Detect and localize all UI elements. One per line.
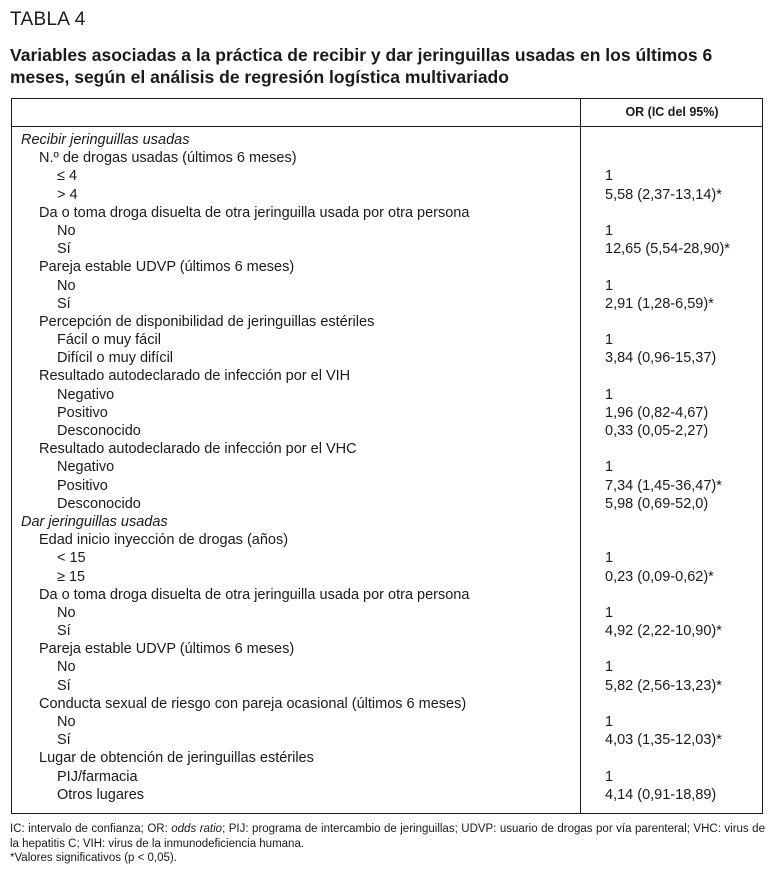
row-value: 12,65 (5,54-28,90)* xyxy=(605,241,730,258)
category-row xyxy=(11,277,763,295)
row-value: 4,03 (1,35-12,03)* xyxy=(605,732,722,749)
row-label: Desconocido xyxy=(57,495,141,512)
row-value: 1 xyxy=(605,168,614,185)
section-row xyxy=(11,131,763,149)
row-label: ≤ 4 xyxy=(57,168,78,185)
row-label: Resultado autodeclarado de infección por el VIH xyxy=(39,368,351,385)
row-label: No xyxy=(57,277,76,294)
header-rule xyxy=(11,126,763,127)
row-label: No xyxy=(57,659,76,676)
row-value: 1 xyxy=(605,714,614,730)
row-label: Edad inicio inyección de drogas (años) xyxy=(39,532,289,549)
row-value: 4,92 (2,22-10,90)* xyxy=(605,623,722,640)
variable-row xyxy=(11,531,763,549)
variable-row xyxy=(11,313,763,331)
row-label: Positivo xyxy=(57,404,108,421)
category-row xyxy=(11,495,763,513)
row-label: ≥ 15 xyxy=(57,568,86,585)
row-label: No xyxy=(57,222,76,239)
row-label: Sí xyxy=(57,623,71,640)
row-label: Da o toma droga disuelta de otra jeringuilla usada por otra persona xyxy=(39,204,470,221)
category-row xyxy=(11,386,763,404)
variable-row xyxy=(11,586,763,604)
row-value: 5,58 (2,37-13,14)* xyxy=(605,186,722,203)
row-label: Recibir jeringuillas usadas xyxy=(21,132,190,148)
row-value: 1 xyxy=(605,659,614,676)
category-row xyxy=(11,186,763,204)
column-header-or-ci: OR (IC del 95%) xyxy=(625,105,719,119)
row-label: Positivo xyxy=(57,477,108,494)
footnote-text-rest: ; PIJ: programa de intercambio de jeringuillas; UDVP: usuario de drogas por vía parenteral; VHC: virus de la hepatitis C; VIH: virus de la inmunodeficiencia humana. xyxy=(10,823,765,850)
section-row xyxy=(11,513,763,531)
row-label: Percepción de disponibilidad de jeringuillas estériles xyxy=(39,313,375,330)
row-label: PIJ/farmacia xyxy=(57,768,138,785)
table-title: Variables asociadas a la práctica de recibir y dar jeringuillas usadas en los últimos 6 meses, según el análisis de regresión logística multivariado xyxy=(10,45,713,87)
row-value: 7,34 (1,45-36,47)* xyxy=(605,477,722,494)
row-label: Sí xyxy=(57,241,71,258)
row-label: Sí xyxy=(57,295,71,312)
category-row xyxy=(11,295,763,313)
category-row xyxy=(11,477,763,495)
variable-row xyxy=(11,204,763,222)
row-label: Difícil o muy difícil xyxy=(57,350,174,367)
category-row xyxy=(11,458,763,476)
row-value: 4,14 (0,91-18,89) xyxy=(605,786,717,803)
row-value: 1 xyxy=(605,332,614,349)
category-row xyxy=(11,167,763,185)
row-label: Conducta sexual de riesgo con pareja ocasional (últimos 6 meses) xyxy=(39,695,467,712)
row-value: 1 xyxy=(605,768,614,785)
row-value: 0,23 (0,09-0,62)* xyxy=(605,568,714,585)
variable-row xyxy=(11,149,763,167)
table-body xyxy=(11,131,763,804)
row-value: 3,84 (0,96-15,37) xyxy=(605,350,717,367)
footnote-text-start: IC: intervalo de confianza; OR: xyxy=(10,823,172,835)
category-row xyxy=(11,422,763,440)
row-value: 1 xyxy=(605,459,614,476)
variable-row xyxy=(11,749,763,767)
category-row xyxy=(11,240,763,258)
category-row xyxy=(11,658,763,676)
row-label: No xyxy=(57,604,76,621)
row-value: 1 xyxy=(605,604,614,621)
category-row xyxy=(11,349,763,367)
row-label: < 15 xyxy=(57,550,86,567)
row-label: No xyxy=(57,714,76,730)
row-value: 1 xyxy=(605,550,614,567)
category-row xyxy=(11,549,763,567)
row-value: 0,33 (0,05-2,27) xyxy=(605,423,709,439)
row-value: 5,98 (0,69-52,0) xyxy=(605,495,709,512)
row-label: Sí xyxy=(57,677,71,694)
row-label: Pareja estable UDVP (últimos 6 meses) xyxy=(39,641,295,658)
row-label: Otros lugares xyxy=(57,786,145,803)
row-label: Pareja estable UDVP (últimos 6 meses) xyxy=(39,259,295,276)
variable-row xyxy=(11,640,763,658)
category-row xyxy=(11,713,763,731)
category-row xyxy=(11,786,763,804)
category-row xyxy=(11,677,763,695)
row-value: 1 xyxy=(605,222,614,239)
variable-row xyxy=(11,440,763,458)
row-value: 1 xyxy=(605,277,614,294)
row-value: 5,82 (2,56-13,23)* xyxy=(605,677,722,694)
variable-row xyxy=(11,367,763,385)
row-label: Resultado autodeclarado de infección por el VHC xyxy=(39,441,357,458)
category-row xyxy=(11,768,763,786)
row-label: Negativo xyxy=(57,459,115,476)
row-label: Dar jeringuillas usadas xyxy=(21,513,168,530)
row-label: N.º de drogas usadas (últimos 6 meses) xyxy=(39,150,297,167)
footnote-odds-ratio: odds ratio xyxy=(171,823,223,835)
row-label: Fácil o muy fácil xyxy=(57,332,161,349)
category-row xyxy=(11,222,763,240)
row-value: 1,96 (0,82-4,67) xyxy=(605,404,709,421)
category-row xyxy=(11,604,763,622)
category-row xyxy=(11,404,763,422)
row-label: Sí xyxy=(57,732,71,749)
footnote xyxy=(10,822,765,866)
variable-row xyxy=(11,258,763,276)
footnote-significance: *Valores significativos (p < 0,05). xyxy=(10,852,177,864)
row-value: 1 xyxy=(605,386,614,403)
category-row xyxy=(11,568,763,586)
category-row xyxy=(11,331,763,349)
row-label: Lugar de obtención de jeringuillas estériles xyxy=(39,750,314,767)
table-label: TABLA 4 xyxy=(10,9,86,30)
row-label: Da o toma droga disuelta de otra jeringuilla usada por otra persona xyxy=(39,586,470,603)
row-label: Negativo xyxy=(57,386,115,403)
category-row xyxy=(11,622,763,640)
row-label: Desconocido xyxy=(57,423,141,439)
row-value: 2,91 (1,28-6,59)* xyxy=(605,295,714,312)
row-label: > 4 xyxy=(57,186,78,203)
category-row xyxy=(11,731,763,749)
variable-row xyxy=(11,695,763,713)
